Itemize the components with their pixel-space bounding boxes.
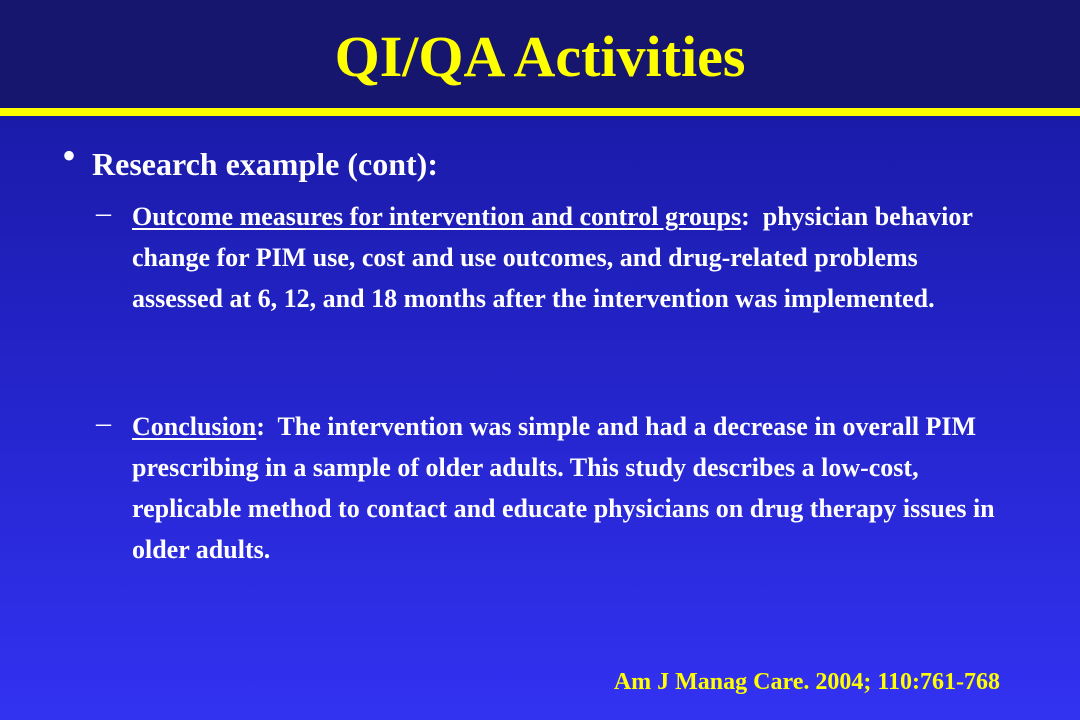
citation: Am J Manag Care. 2004; 110:761-768 (613, 669, 1000, 695)
outcome-measures-label: Outcome measures for intervention and control groups (132, 202, 742, 231)
conclusion-separator: : (256, 412, 265, 441)
conclusion-label: Conclusion (132, 412, 257, 441)
outcome-measures-text: physician behavior change for PIM use, cost and use outcomes, and drug-related problems assessed at 6, 12, and 18 months after the intervention was implemented. (132, 202, 979, 313)
slide-title: QI/QA Activities (334, 24, 746, 89)
section-heading: Research example (cont): (92, 146, 438, 182)
outcome-measures-item (132, 196, 1012, 319)
dash-icon: – (96, 406, 111, 439)
title-underline-rule (0, 108, 1080, 116)
outcome-measures-separator: : (741, 202, 750, 231)
dash-icon: – (96, 196, 111, 229)
conclusion-text: The intervention was simple and had a decrease in overall PIM prescribing in a sample of older adults. This study describes a low-cost, replicable method to contact and educate physicians on drug therapy issues in older adults. (132, 412, 1002, 564)
bullet-icon: • (62, 133, 77, 178)
conclusion-item (132, 406, 1012, 570)
